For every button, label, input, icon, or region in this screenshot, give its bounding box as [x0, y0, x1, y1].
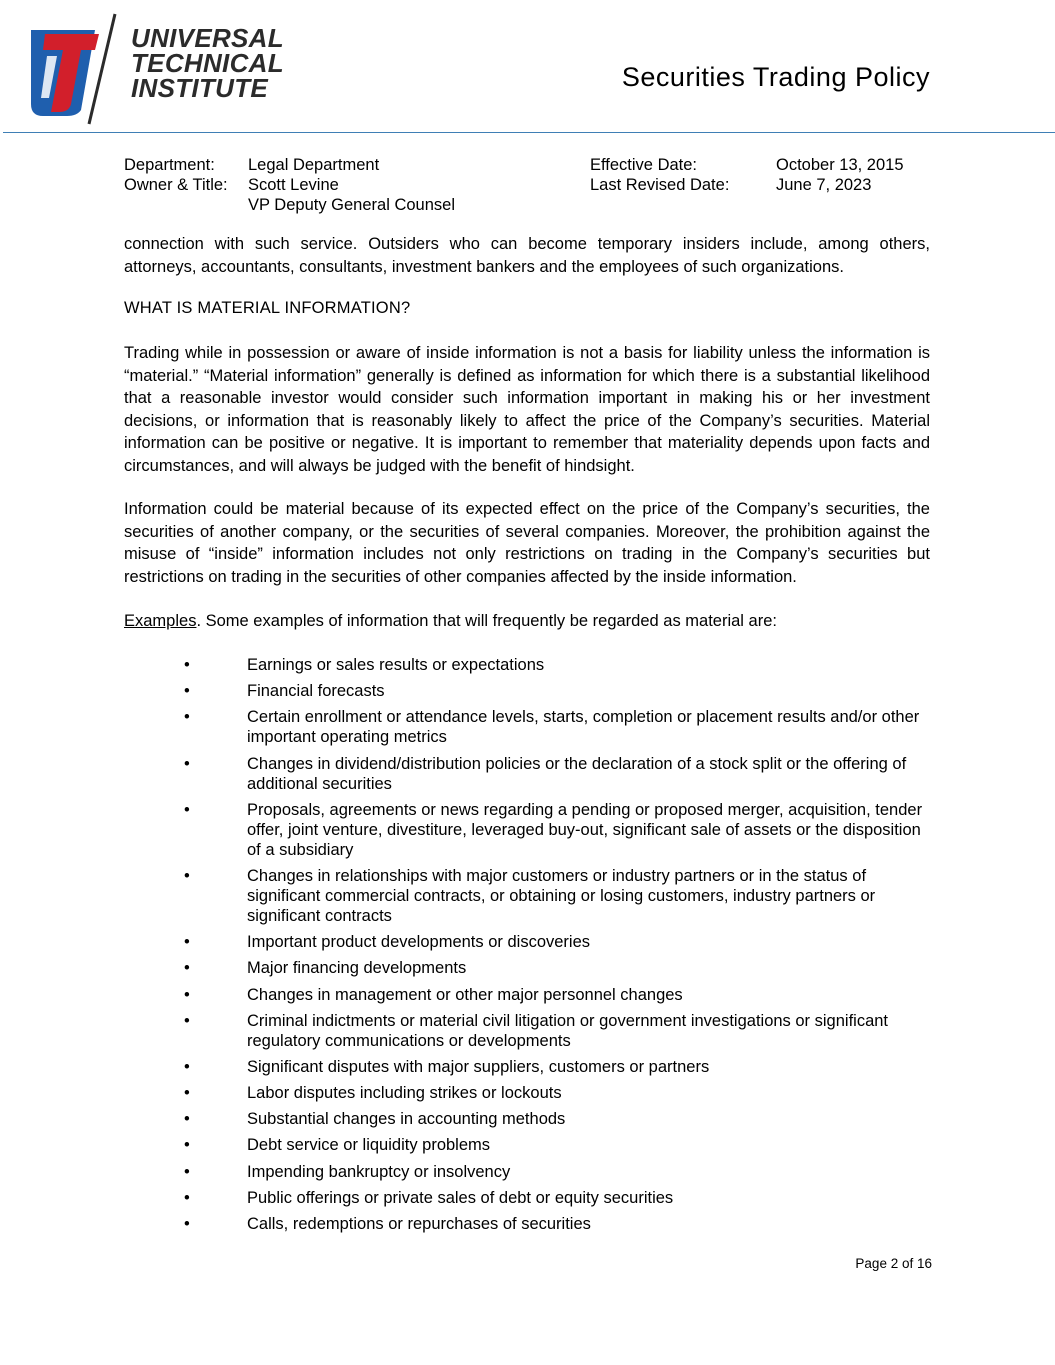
paragraph-material-definition: Trading while in possession or aware of inside information is not a basis for liability unless the information is “material.” “Material information” generally is defined as information for which there is a substantial likelihood that a reasonable investor would consider such information important in making his or her investment decisions, or information that is reasonably likely to affect the price of the Company’s securities. Material information can be positive or negative. It is important to remember that materiality depends upon facts and circumstances, and will always be judged with the benefit of hindsight. [124, 344, 930, 475]
effective-date-value: October 13, 2015 [776, 156, 904, 174]
list-item: • Changes in dividend/distribution policies or the declaration of a stock split or the offering of additional securities [184, 754, 907, 793]
bullet-icon: • [184, 1188, 190, 1207]
bullet-icon: • [184, 959, 190, 978]
paragraph-material-effect: Information could be material because of its expected effect on the price of the Company’s securities, the securities of another company, or the securities of several companies. Moreover, the prohibition against the misuse of “inside” information includes not only restrictions on trading in the Company’s securities but restrictions on trading in the securities of other companies affected by the inside information. [124, 500, 930, 586]
bullet-icon: • [184, 866, 190, 885]
list-item: • Impending bankruptcy or insolvency [184, 1162, 511, 1181]
bullet-icon: • [184, 1011, 190, 1030]
department-value: Legal Department [248, 156, 380, 174]
bullet-icon: • [184, 933, 190, 952]
meta-labels-left [124, 155, 228, 195]
paragraph-outsiders: connection with such service. Outsiders who can become temporary insiders include, among others, attorneys, accountants, consultants, investment bankers and the employees of such organizations. [124, 235, 930, 276]
meta-values-left [248, 155, 455, 215]
bullet-icon: • [184, 1162, 190, 1181]
header-divider [3, 132, 1055, 133]
meta-values-right [776, 155, 904, 195]
examples-intro [124, 610, 930, 633]
list-item: • Criminal indictments or material civil litigation or government investigations or significant regulatory communications or developments [184, 1011, 889, 1050]
bullet-icon: • [184, 708, 190, 727]
document-title: Securities Trading Policy [621, 62, 930, 92]
revised-date-value: June 7, 2023 [776, 176, 872, 194]
list-item: • Financial forecasts [184, 682, 385, 701]
list-item: • Labor disputes including strikes or lockouts [184, 1084, 562, 1103]
list-item: • Earnings or sales results or expectations [184, 656, 545, 674]
list-item: • Significant disputes with major suppliers, customers or partners [184, 1057, 710, 1076]
list-item: • Major financing developments [184, 959, 467, 978]
effective-date-label: Effective Date: [590, 156, 698, 174]
bullet-icon: • [184, 1215, 190, 1233]
list-item: • Substantial changes in accounting methods [184, 1110, 566, 1129]
list-item: • Certain enrollment or attendance levels, starts, completion or placement results and/or other important operating metrics [184, 708, 920, 747]
examples-intro-text: . Some examples of information that will frequently be regarded as material are: [196, 612, 777, 630]
list-item: • Changes in management or other major personnel changes [184, 985, 683, 1004]
bullet-icon: • [184, 985, 190, 1004]
examples-label: Examples [124, 612, 197, 630]
list-item: • Calls, redemptions or repurchases of securities [184, 1215, 591, 1233]
bullet-icon: • [184, 800, 190, 819]
bullet-icon: • [184, 656, 190, 674]
list-item: • Proposals, agreements or news regarding a pending or proposed merger, acquisition, tender offer, joint venture, divestiture, leveraged buy-out, significant sale of assets or the disposition of a subsidiary [184, 800, 923, 859]
bullet-icon: • [184, 682, 190, 701]
section-heading: WHAT IS MATERIAL INFORMATION? [124, 299, 411, 317]
bullet-icon: • [184, 1136, 190, 1155]
bullet-icon: • [184, 1110, 190, 1129]
list-item: • Important product developments or discoveries [184, 933, 591, 952]
page-number: Page 2 of 16 [855, 1256, 932, 1271]
bullet-icon: • [184, 754, 190, 773]
department-label: Department: [124, 156, 215, 174]
bullet-icon: • [184, 1057, 190, 1076]
company-logo [25, 12, 284, 128]
logo-wordmark: UNIVERSAL TECHNICAL INSTITUTE [131, 23, 284, 103]
bullet-icon: • [184, 1084, 190, 1103]
revised-date-label: Last Revised Date: [590, 176, 730, 194]
meta-labels-right [590, 155, 729, 195]
list-item: • Changes in relationships with major customers or industry partners or in the status of significant commercial contracts, or obtaining or losing customers, industry partners or significant contracts [184, 866, 876, 925]
examples-list [124, 655, 934, 1240]
list-item: • Debt service or liquidity problems [184, 1136, 491, 1155]
owner-label: Owner & Title: [124, 176, 228, 194]
owner-title: VP Deputy General Counsel [248, 196, 455, 214]
list-item: • Public offerings or private sales of debt or equity securities [184, 1188, 674, 1207]
owner-value: Scott Levine [248, 176, 339, 194]
